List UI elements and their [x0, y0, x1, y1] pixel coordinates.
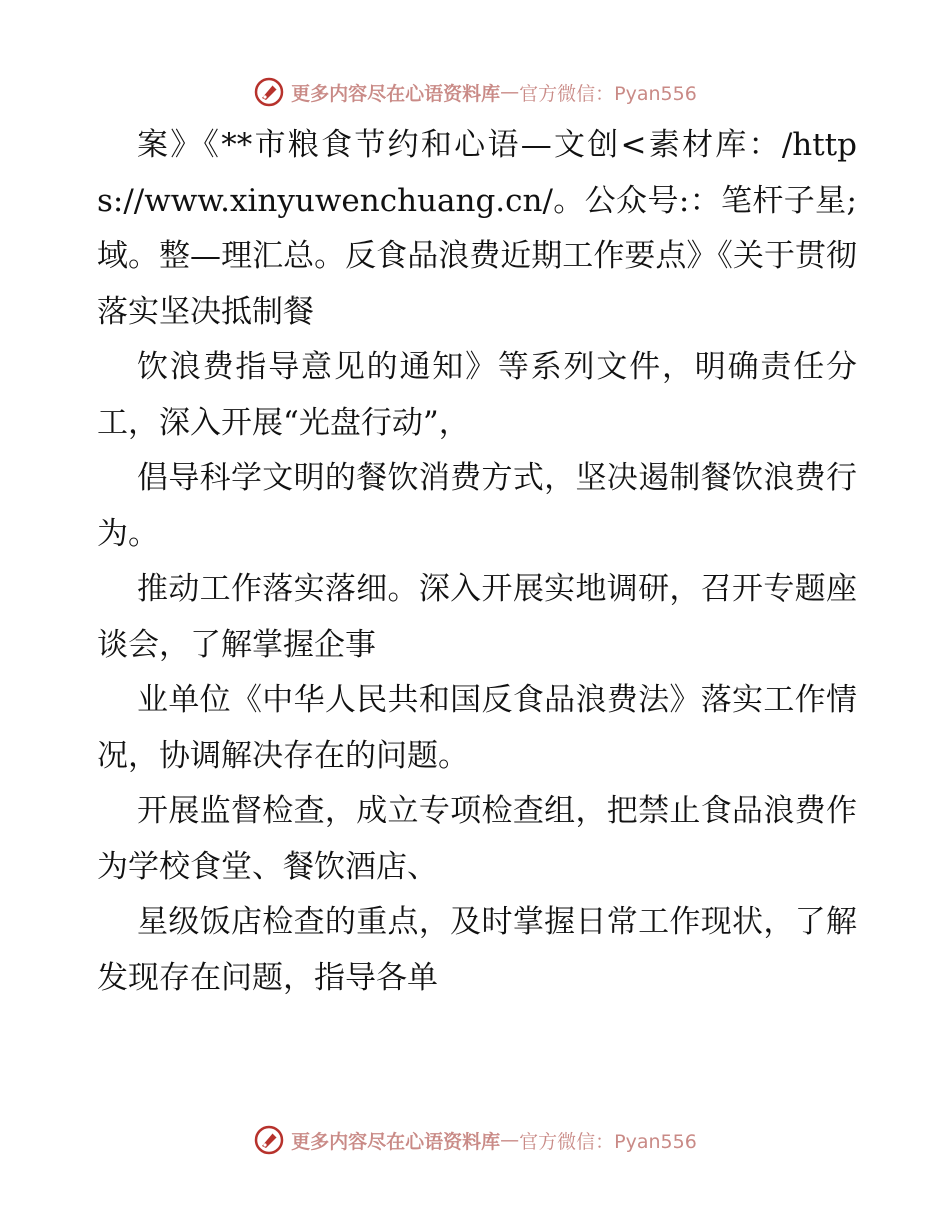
paragraph: 推动工作落实落细。深入开展实地调研，召开专题座谈会，了解掌握企事 — [97, 571, 857, 663]
header-dash: — — [500, 81, 520, 103]
header-contact-text: 官方微信：Pyan556 — [519, 82, 697, 105]
pen-nib-circle-icon — [253, 76, 285, 108]
paragraph: 开展监督检查，成立专项检查组，把禁止食品浪费作为学校食堂、餐饮酒店、 — [97, 793, 857, 885]
header-banner — [0, 72, 950, 112]
paragraph: 饮浪费指导意见的通知》等系列文件，明确责任分工，深入开展“光盘行动”， — [97, 349, 857, 441]
paragraph: 倡导科学文明的餐饮消费方式，坚决遏制餐饮浪费行为。 — [97, 460, 857, 552]
paragraph: 业单位《中华人民共和国反食品浪费法》落实工作情况，协调解决存在的问题。 — [97, 682, 857, 774]
paragraph: 案》《**市粮食节约和心语—文创<素材库：/https://www.xinyuwenchuang.cn/。公众号:：笔杆子星;域。整—理汇总。反食品浪费近期工作要点》《关于贯彻落实坚决抵制餐 — [97, 127, 857, 330]
footer-banner — [0, 1120, 950, 1160]
footer-brand-text: 更多内容尽在心语资料库 — [291, 1130, 501, 1153]
header-brand-text: 更多内容尽在心语资料库 — [291, 82, 501, 105]
footer-dash: — — [500, 1129, 520, 1151]
body-text — [97, 118, 857, 1006]
footer-contact-text: 官方微信：Pyan556 — [519, 1130, 697, 1153]
pen-nib-circle-icon — [253, 1124, 285, 1156]
paragraph: 星级饭店检查的重点，及时掌握日常工作现状，了解发现存在问题，指导各单 — [97, 904, 857, 996]
